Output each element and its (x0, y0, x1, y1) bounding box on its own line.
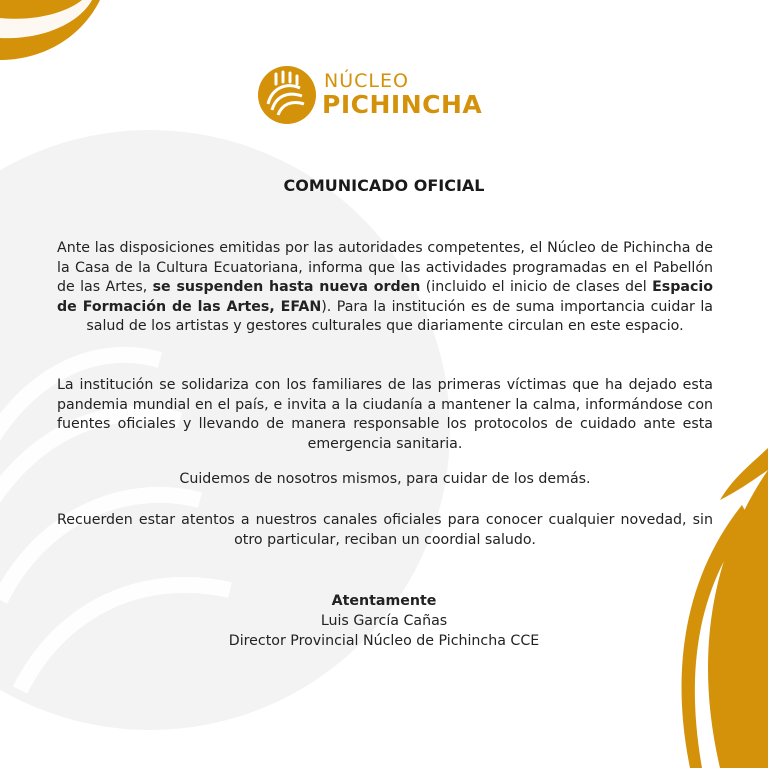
logo-bottom-text: PICHINCHA (322, 90, 483, 119)
signature-closing: Atentamente (331, 593, 437, 609)
paragraph-channels: Recuerden estar atentos a nuestros canales oficiales para conocer cualquier novedad, sin otro particular, reciban un coordial saludo. (57, 512, 713, 548)
signature-role: Director Provincial Núcleo de Pichincha CCE (228, 633, 540, 649)
logo-swirl-icon (256, 64, 318, 126)
p1-bold-efan: Espacio de Formación de las Artes, EFAN (57, 279, 713, 315)
signature-name: Luis García Cañas (320, 613, 448, 629)
p1-text-1: Ante las disposiciones emitidas por las autoridades competentes, el Núcleo de Pichincha de la Casa de la Cultura Ecuatoriana, informa que las actividades programadas en el Pabellón de las Artes, (57, 240, 713, 295)
paragraph-solidarity: La institución se solidariza con los familiares de las primeras víctimas que ha dejado esta pandemia mundial en el país, e invita a la ciudanía a mantener la calma, informándose con fuentes oficiales y llevando de manera responsable los protocolos de cuidado ante esta emergencia sanitaria. (57, 377, 713, 452)
top-left-swirl (0, 0, 100, 60)
page-title: COMUNICADO OFICIAL (283, 176, 485, 195)
p1-bold-suspension: se suspenden hasta nueva orden (152, 279, 421, 295)
p1-text-3: ). Para la institución es de suma importancia cuidar la salud de los artistas y gestores culturales que diariamente circulan en este espacio. (86, 298, 713, 334)
paragraph-care: Cuidemos de nosotros mismos, para cuidar de los demás. (179, 471, 591, 487)
nucleo-pichincha-logo (256, 64, 496, 126)
logo-top-text: NÚCLEO (324, 70, 409, 92)
p1-text-2: (incluido el inicio de clases del (420, 279, 653, 295)
paragraph-announcement (57, 239, 713, 337)
